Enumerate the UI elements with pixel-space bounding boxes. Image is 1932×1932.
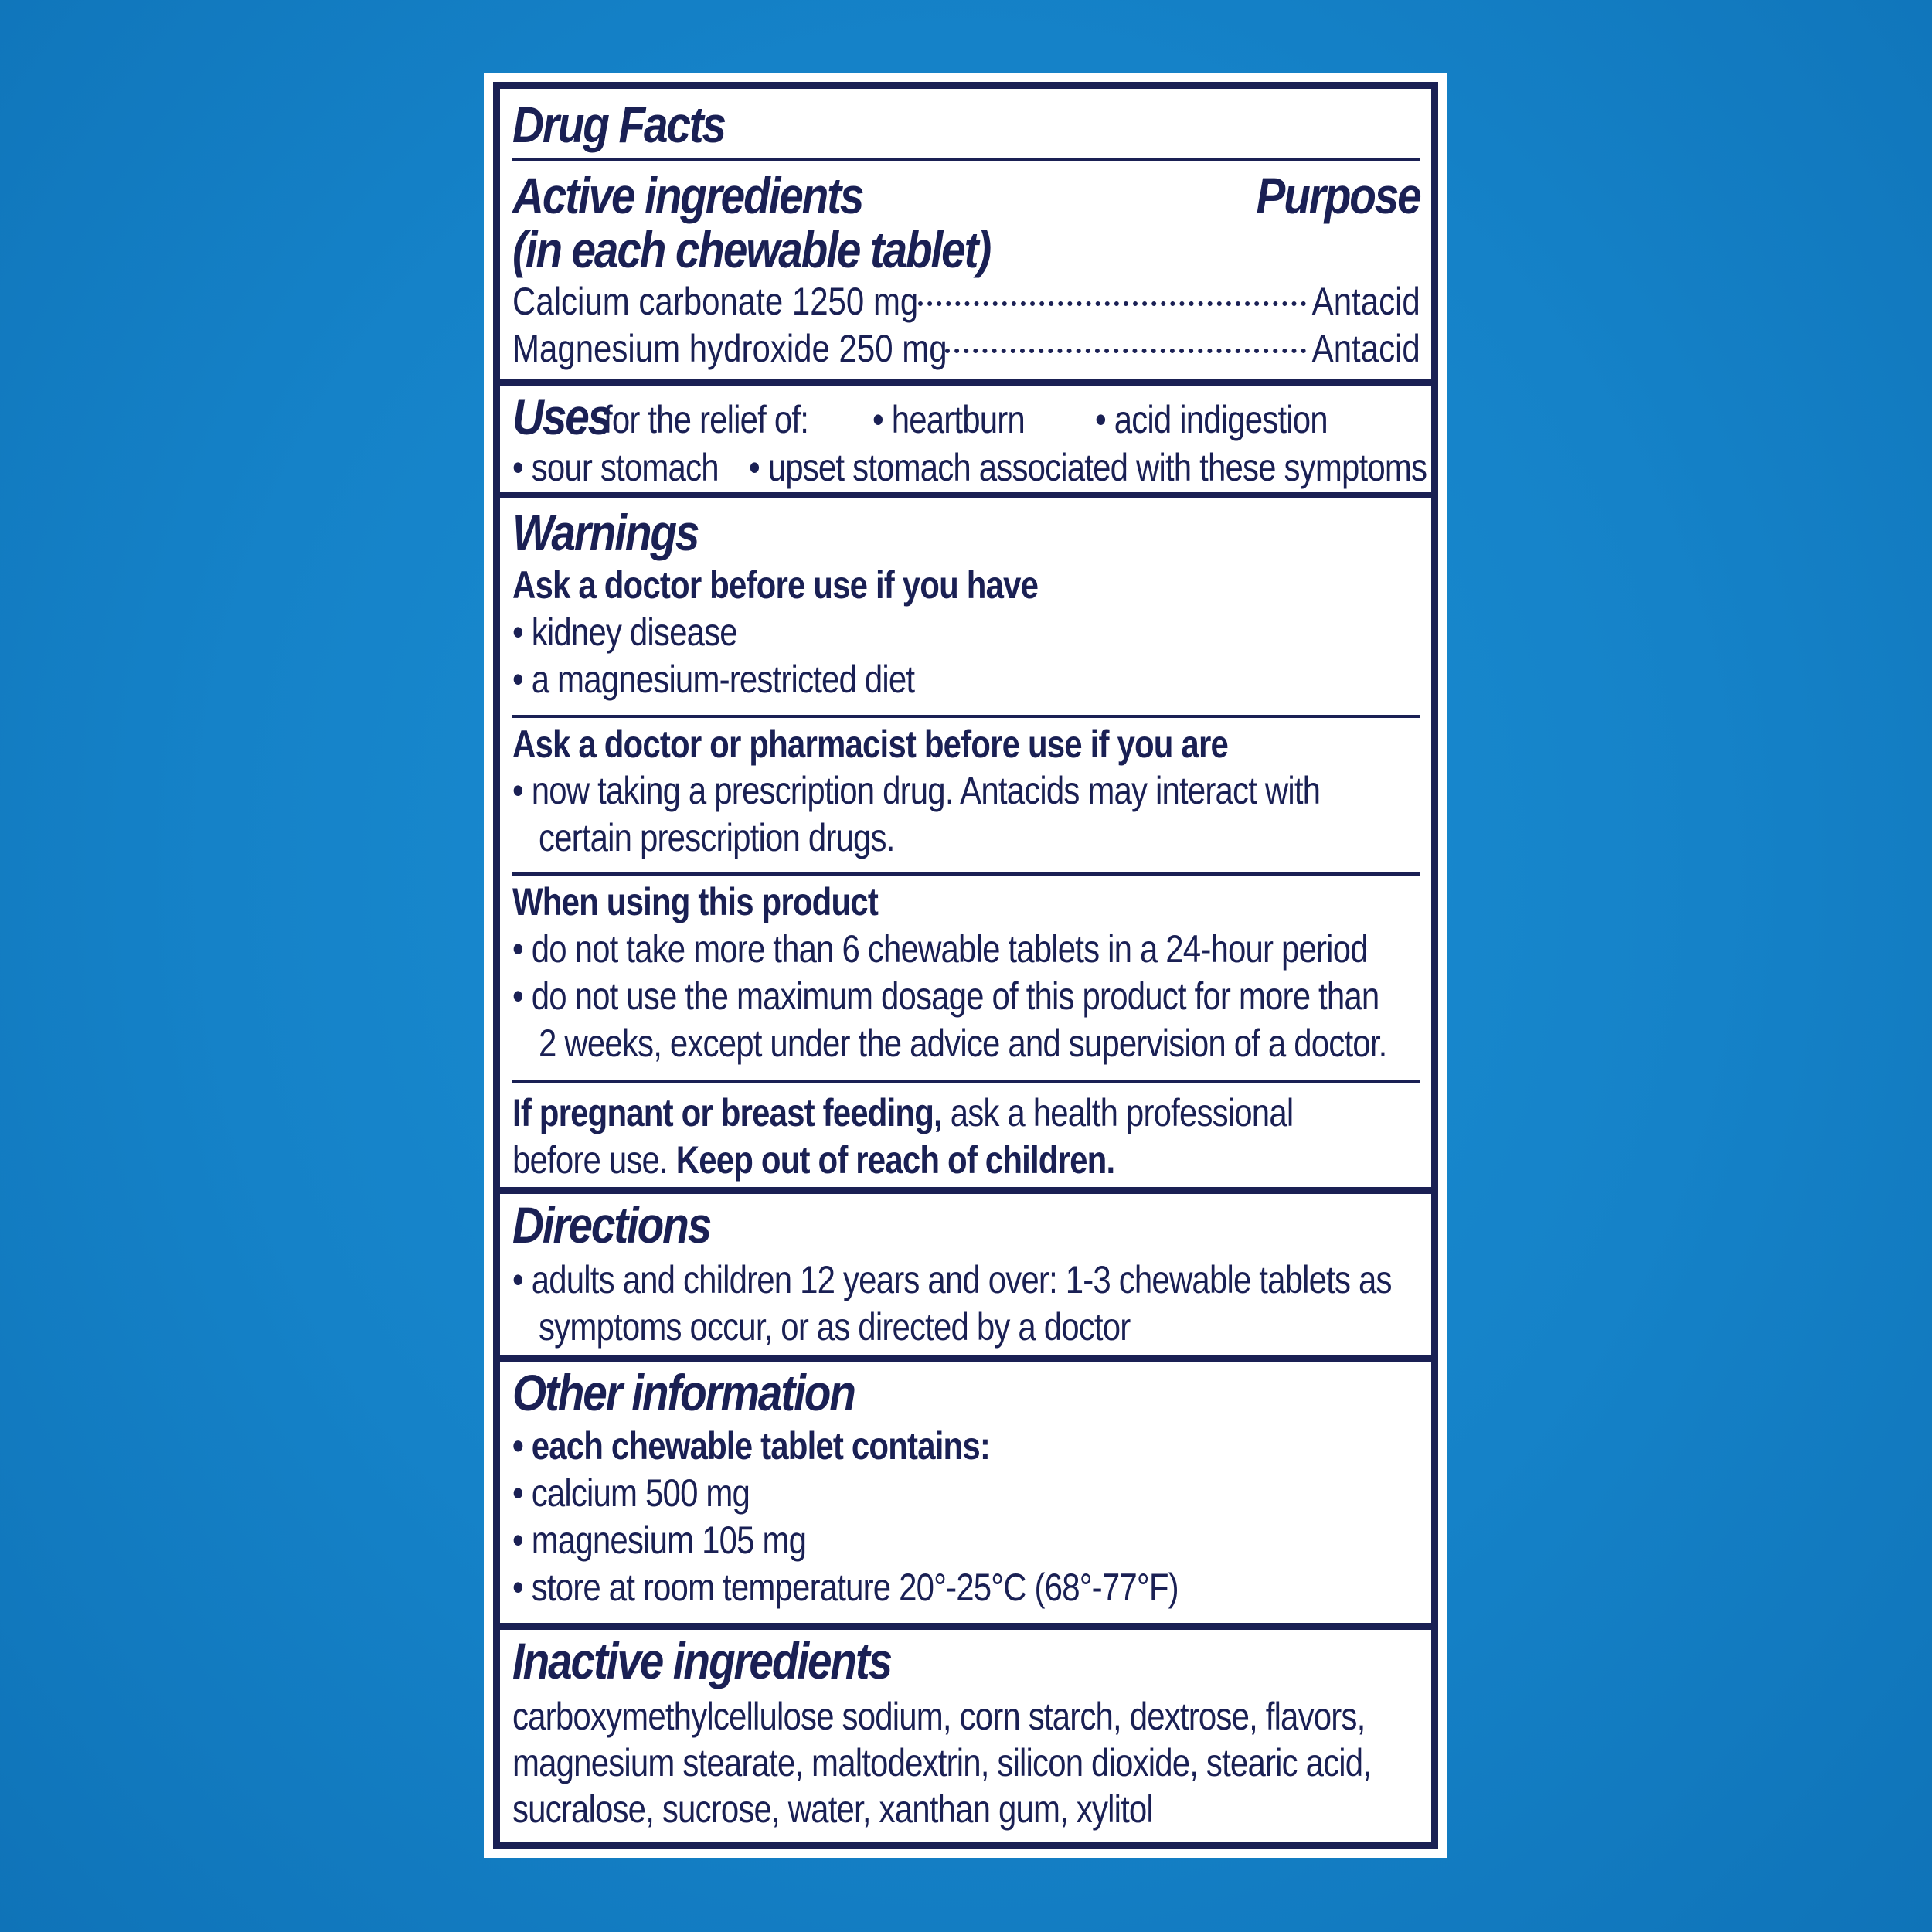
uses-heading: Uses	[512, 388, 611, 445]
use-item-text: heartburn	[891, 398, 1025, 441]
use-item	[749, 444, 1427, 491]
warning-item-text: do not use the maximum dosage of this product for more than	[531, 975, 1379, 1018]
use-item-text: upset stomach associated with these symptoms	[767, 446, 1427, 489]
ingredient-purpose: Antacid	[1311, 327, 1420, 370]
warnings-divider	[512, 715, 1420, 718]
inactive-ingredients-heading: Inactive ingredients	[512, 1632, 892, 1689]
other-info-item-text: each chewable tablet contains:	[531, 1424, 991, 1468]
uses-section	[500, 386, 1431, 498]
warning-item	[512, 656, 914, 702]
other-information-section	[500, 1362, 1431, 1630]
ask-pharmacist-heading: Ask a doctor or pharmacist before use if you are	[512, 723, 1228, 766]
pregnancy-warning-text: ask a health professional	[941, 1091, 1294, 1134]
pregnancy-warning-text: before use.	[512, 1138, 676, 1182]
active-ingredients-subheading: (in each chewable tablet)	[512, 221, 991, 278]
warning-item-continued: 2 weeks, except under the advice and supervision of a doctor.	[539, 1022, 1387, 1065]
title-divider	[512, 158, 1420, 161]
drug-facts-label	[484, 73, 1447, 1858]
ingredient-purpose: Antacid	[1311, 280, 1420, 323]
warnings-heading: Warnings	[512, 504, 699, 561]
warning-item	[512, 973, 1379, 1019]
warning-item	[512, 609, 737, 655]
other-info-item	[512, 1564, 1179, 1611]
warning-item-text: a magnesium-restricted diet	[531, 658, 915, 701]
active-ingredient-row	[512, 325, 1420, 372]
pregnancy-warning-line2	[512, 1137, 1114, 1183]
warning-item	[512, 926, 1368, 972]
pregnancy-warning-bold: If pregnant or breast feeding,	[512, 1091, 942, 1134]
other-info-item	[512, 1517, 806, 1563]
direction-item	[512, 1257, 1392, 1303]
other-information-heading: Other information	[512, 1364, 855, 1421]
keep-out-of-reach: Keep out of reach of children.	[675, 1138, 1115, 1182]
use-item	[512, 444, 719, 491]
active-ingredients-heading: Active ingredients	[512, 167, 863, 224]
warning-item-text: kidney disease	[531, 611, 737, 654]
inactive-ingredients-text: carboxymethylcellulose sodium, corn starch, dextrose, flavors,	[512, 1695, 1366, 1738]
other-info-item	[512, 1470, 750, 1516]
ingredient-name: Magnesium hydroxide 250 mg	[512, 327, 947, 370]
dot-leader	[918, 301, 1306, 306]
warning-item-continued: certain prescription drugs.	[539, 816, 895, 859]
other-info-item-text: calcium 500 mg	[531, 1471, 750, 1515]
other-info-item-text: magnesium 105 mg	[531, 1519, 807, 1562]
ask-doctor-heading: Ask a doctor before use if you have	[512, 563, 1039, 607]
pregnancy-warning-line1	[512, 1090, 1293, 1136]
when-using-heading: When using this product	[512, 880, 878, 923]
ingredient-name: Calcium carbonate 1250 mg	[512, 280, 919, 323]
uses-intro: for the relief of:	[604, 398, 809, 441]
use-item-text: acid indigestion	[1114, 398, 1328, 441]
other-info-item	[512, 1423, 990, 1469]
directions-section	[500, 1194, 1431, 1362]
dot-leader	[945, 349, 1306, 353]
inactive-ingredients-text: magnesium stearate, maltodextrin, silicon dioxide, stearic acid,	[512, 1741, 1372, 1784]
drug-facts-frame	[493, 82, 1438, 1849]
inactive-ingredients-text: sucralose, sucrose, water, xanthan gum, xylitol	[512, 1787, 1153, 1831]
active-ingredients-section	[500, 89, 1431, 386]
warnings-divider	[512, 1080, 1420, 1083]
warning-item-text: do not take more than 6 chewable tablets in a 24-hour period	[531, 927, 1368, 971]
directions-heading: Directions	[512, 1196, 711, 1253]
warning-item	[512, 767, 1320, 814]
other-info-item-text: store at room temperature 20°-25°C (68°-77°F)	[531, 1566, 1179, 1609]
inactive-ingredients-section	[500, 1630, 1431, 1831]
use-item	[1095, 396, 1328, 443]
warnings-section	[500, 498, 1431, 1194]
use-item-text: sour stomach	[531, 446, 719, 489]
purpose-heading: Purpose	[1256, 167, 1420, 224]
drug-facts-title: Drug Facts	[512, 96, 725, 153]
warning-item-text: now taking a prescription drug. Antacids may interact with	[531, 769, 1321, 812]
use-item	[872, 396, 1025, 443]
active-ingredient-row	[512, 278, 1420, 325]
direction-item-text: adults and children 12 years and over: 1-3 chewable tablets as	[531, 1258, 1392, 1301]
warnings-divider	[512, 872, 1420, 876]
direction-item-continued: symptoms occur, or as directed by a doctor	[539, 1305, 1131, 1349]
